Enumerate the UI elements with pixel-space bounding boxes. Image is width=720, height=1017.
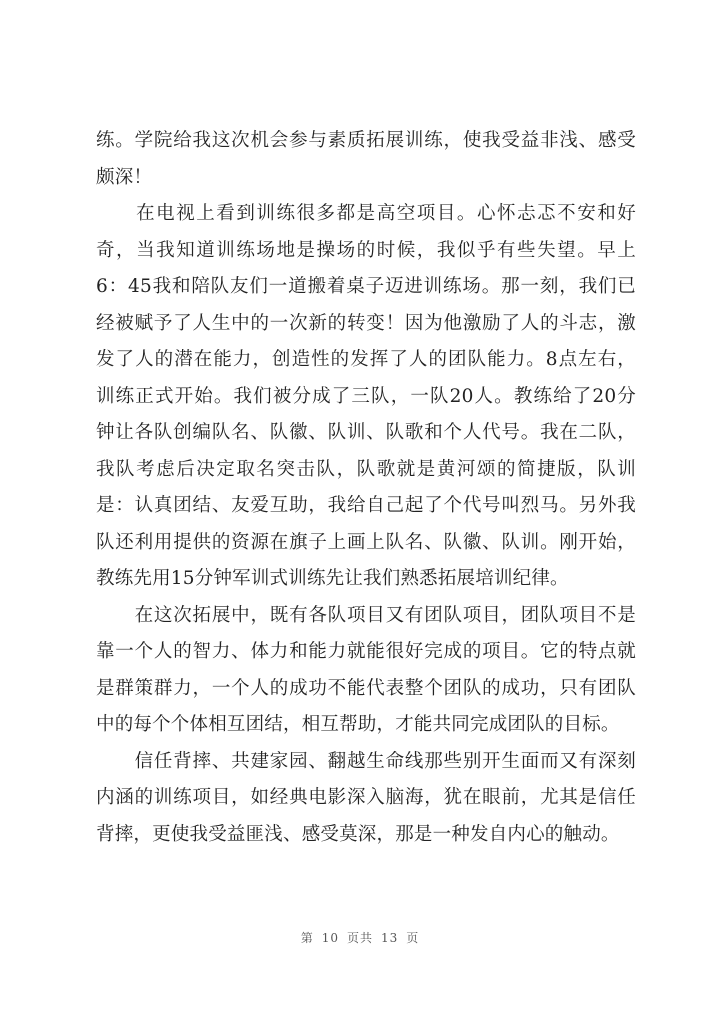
- footer-suffix: 页: [406, 931, 420, 945]
- text-line: 钟让各队创编队名、队徽、队训、队歌和个人代号。我在二队，: [96, 422, 636, 443]
- text-line: 在电视上看到训练很多都是高空项目。心怀忐忑不安和好: [96, 203, 636, 224]
- footer-prefix: 第: [300, 931, 314, 945]
- text-line: 背摔，更使我受益匪浅、感受莫深，那是一种发自内心的触动。: [96, 823, 620, 845]
- body-text: [96, 123, 636, 853]
- text-line: 我队考虑后决定取名突击队，队歌就是黄河颂的简捷版，队训: [96, 458, 636, 480]
- text-line: 练。学院给我这次机会参与素质拓展训练，使我受益非浅、感受: [96, 130, 636, 151]
- text-line: 内涵的训练项目，如经典电影深入脑海，犹在眼前，尤其是信任: [96, 787, 636, 808]
- text-line: 颇深！: [96, 166, 153, 188]
- text-line: 6：45我和陪队友们一道搬着桌子迈进训练场。那一刻，我们已: [96, 276, 636, 297]
- text-line: 是群策群力，一个人的成功不能代表整个团队的成功，只有团队: [96, 677, 636, 699]
- text-line: 教练先用15分钟军训式训练先让我们熟悉拓展培训纪律。: [96, 568, 569, 589]
- text-line: 是：认真团结、友爱互助，我给自己起了个代号叫烈马。另外我: [96, 495, 636, 516]
- text-line: 发了人的潜在能力，创造性的发挥了人的团队能力。8点左右，: [96, 349, 636, 370]
- text-line: 队还利用提供的资源在旗子上画上队名、队徽、队训。刚开始，: [96, 531, 636, 553]
- text-line: 靠一个人的智力、体力和能力就能很好完成的项目。它的特点就: [96, 641, 636, 662]
- total-page-count: 13: [381, 931, 399, 945]
- text-line: 在这次拓展中，既有各队项目又有团队项目，团队项目不是: [96, 604, 636, 626]
- text-line: 训练正式开始。我们被分成了三队，一队20人。教练给了20分: [96, 385, 636, 407]
- text-line: 信任背摔、共建家园、翻越生命线那些别开生面而又有深刻: [96, 750, 636, 772]
- page-footer: [0, 929, 720, 946]
- footer-middle: 页共: [346, 931, 373, 945]
- current-page-number: 10: [321, 931, 339, 945]
- text-line: 奇，当我知道训练场地是操场的时候，我似乎有些失望。早上: [96, 239, 636, 261]
- text-line: 中的每个个体相互团结，相互帮助，才能共同完成团队的目标。: [96, 714, 620, 735]
- text-line: 经被赋予了人生中的一次新的转变！因为他激励了人的斗志，激: [96, 312, 636, 334]
